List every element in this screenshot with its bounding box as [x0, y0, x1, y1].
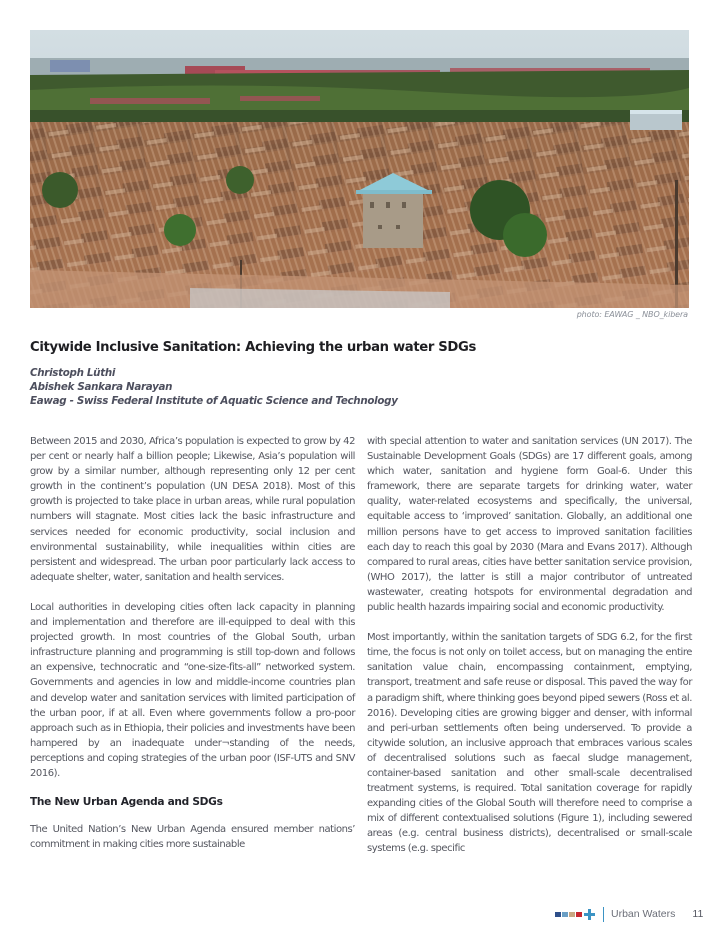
author-block [30, 366, 398, 409]
footer-divider [603, 907, 604, 922]
logo-square [562, 912, 568, 917]
logo-square [569, 912, 575, 917]
publication-name: Urban Waters [611, 908, 676, 920]
body-paragraph: with special attention to water and sanitation services (UN 2017). The Sustainable Development Goals (SDGs) are 17 different goals, among which water, sanitation and hygiene form Goal-6. Under this framework, there are separate targets for drinking water, water quality, water-related ecosystems and specifically, the universal, equitable access to ‘improved’ sanitation. Globally, an additional one million persons have to get access to improved sanitation facilities each day to reach this goal by 2030 (Mara and Evans 2017). Although compared to rural areas, cities have better sanitation service provision, (WHO 2017), the latter is still a major contributor of untreated wastewater, creating hotspots for environmental degradation and public health hazards impairing social and economic productivity. [367, 436, 692, 614]
author-affiliation: Eawag - Swiss Federal Institute of Aquatic Science and Technology [30, 395, 398, 408]
body-paragraph: The United Nation’s New Urban Agenda ensured member nations’ commitment in making cities more sustainable [30, 824, 355, 851]
left-column [30, 434, 355, 867]
body-paragraph: Local authorities in developing cities often lack capacity in planning and implementation and therefore are ill-equipped to deal with this projected growth. In most countries of the Global South, urban infrastructure planning and programming is still top-down and follows an expensive, technocratic and “one-size-fits-all” networked system. Governments and agencies in low and middle-income countries plan and develop water and sanitation services with limited participation of the urban poor, if at all. Even where governments follow a pro-poor approach such as in Ethiopia, their policies and investments have been hampered by an inadequate under¬standing of the needs, perceptions and coping strategies of the urban poor (ISF-UTS and SNV 2016). [30, 601, 355, 779]
page-number: 11 [692, 908, 704, 920]
right-column [367, 434, 692, 872]
page-footer [555, 906, 703, 922]
body-paragraph: Most importantly, within the sanitation targets of SDG 6.2, for the first time, the focus is not only on toilet access, but on managing the entire sanitation value chain, encompassing containment, emptying, transport, treatment and safe reuse or disposal. This paved the way for a paradigm shift, where thinking goes beyond piped sewers (Ross et al. 2016). Developing cities are growing bigger and denser, with informal and peri-urban settlements often being underserved. To provide a citywide solution, an inclusive approach that embraces various scales of decentralised solutions such as faecal sludge management, container-based sanitation and other small-scale decentralised treatment systems, is required. Total sanitation coverage for rapidly expanding cities of the Global South will therefore need to comprise a mix of different contextualised solutions (Figure 1), including sewered areas (e.g. central business districts), decentralised or small-scale systems (e.g. specific [367, 632, 692, 855]
photo-credit: photo: EAWAG _ NBO_kibera [576, 310, 688, 319]
author-name: Abishek Sankara Narayan [30, 381, 173, 394]
article-title: Citywide Inclusive Sanitation: Achieving the urban water SDGs [30, 340, 476, 355]
section-heading: The New Urban Agenda and SDGs [30, 796, 223, 809]
author-name: Christoph Lüthi [30, 367, 116, 379]
urban-waters-logo-icon [555, 909, 595, 920]
header-photo [30, 30, 689, 308]
logo-square [576, 912, 582, 917]
plus-icon [584, 909, 595, 920]
logo-square [555, 912, 561, 917]
settlement-photo-illustration [30, 30, 689, 308]
body-paragraph: Between 2015 and 2030, Africa’s population is expected to grow by 42 per cent or nearly half a billion people; Likewise, Asia’s population will grow by a similar number, although representing only 12 per cent growth in the continent’s population (UN DESA 2018). Most of this growth is projected to take place in urban areas, while rural population numbers will stagnate. Most cities lack the basic infrastructure and services needed for economic productivity, social inclusion and environmental sustainability, while inequalities within cities are persistent and widespread. The urban poor particularly lack access to adequate shelter, water, sanitation and health services. [30, 436, 355, 583]
